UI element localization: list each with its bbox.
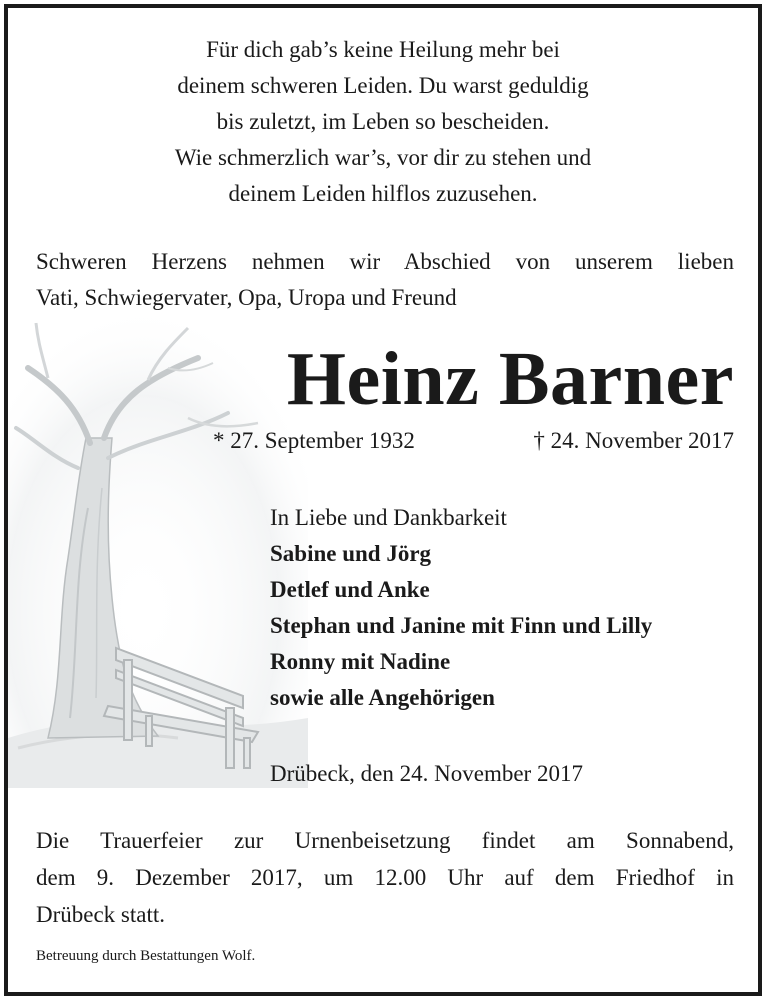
- poem-line: deinem schweren Leiden. Du warst geduldig: [177, 73, 589, 98]
- poem-line: deinem Leiden hilflos zuzusehen.: [228, 181, 538, 206]
- death-date: † 24. November 2017: [533, 428, 734, 453]
- funeral-info: [36, 822, 734, 933]
- mourner-name: Detlef und Anke: [270, 577, 430, 602]
- funeral-line: Drübeck statt.: [36, 902, 166, 927]
- birth-date: * 27. September 1932: [213, 428, 415, 453]
- poem-line: Für dich gab’s keine Heilung mehr bei: [206, 37, 560, 62]
- poem-line: bis zuletzt, im Leben so bescheiden.: [216, 109, 550, 134]
- funeral-line: dem 9. Dezember 2017, um 12.00 Uhr auf dem Friedhof in: [36, 865, 734, 890]
- mourners-list: [270, 500, 652, 716]
- tree-and-bench-illustration: [8, 318, 308, 788]
- funeral-line: Die Trauerfeier zur Urnenbeisetzung findet am Sonnabend,: [36, 828, 734, 853]
- deceased-name: Heinz Barner: [286, 337, 734, 421]
- undertaker-credit: Betreuung durch Bestattungen Wolf.: [36, 948, 256, 964]
- life-dates: [213, 424, 734, 458]
- mourners-intro: In Liebe und Dankbarkeit: [270, 505, 507, 530]
- poem-line: Wie schmerzlich war’s, vor dir zu stehen und: [174, 145, 592, 170]
- intro-line: Vati, Schwiegervater, Opa, Uropa und Freund: [36, 285, 457, 310]
- mourner-name: Ronny mit Nadine: [270, 649, 451, 674]
- mourner-name: Stephan und Janine mit Finn und Lilly: [270, 613, 653, 638]
- place-and-date: Drübeck, den 24. November 2017: [270, 761, 583, 786]
- obituary-notice: [4, 4, 762, 996]
- mourner-name: sowie alle Angehörigen: [270, 685, 495, 710]
- poem: [8, 32, 758, 212]
- mourner-name: Sabine und Jörg: [270, 541, 432, 566]
- farewell-intro: [36, 244, 734, 316]
- intro-line: Schweren Herzens nehmen wir Abschied von unserem lieben: [36, 249, 734, 274]
